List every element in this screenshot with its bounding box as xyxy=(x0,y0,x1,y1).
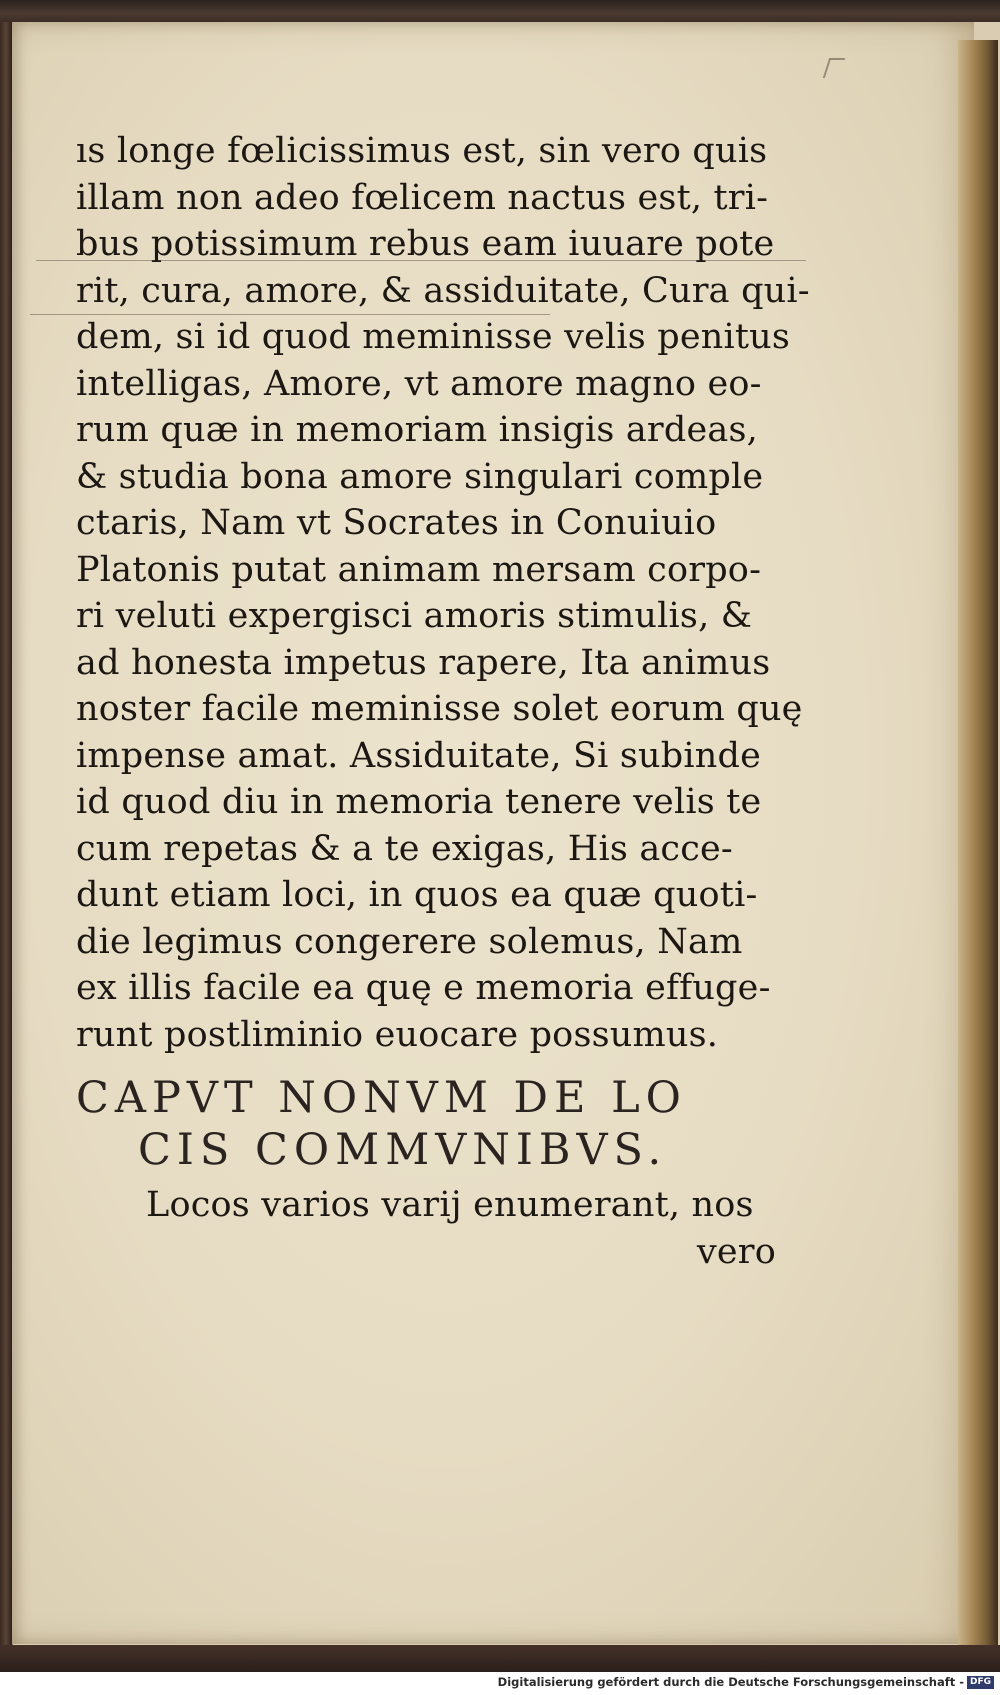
digitization-footer xyxy=(0,1672,1000,1695)
text-line: id quod diu in memoria tenere velis te xyxy=(76,782,762,822)
text-line: runt postliminio euocare possumus. xyxy=(76,1014,719,1055)
catchword: vero xyxy=(696,1231,776,1272)
text-line: rum quæ in memoriam insigis ardeas, xyxy=(76,410,758,450)
dfg-logo: DFG xyxy=(967,1676,994,1689)
chapter-heading: CAPVT NONVM DE LO xyxy=(76,1073,687,1123)
page-text xyxy=(76,128,810,1275)
chapter-heading: CIS COMMVNIBVS. xyxy=(138,1125,668,1175)
text-line: dunt etiam loci, in quos ea quæ quoti- xyxy=(76,875,758,915)
text-line: die legimus congerere solemus, Nam xyxy=(76,921,743,962)
text-line: ex illis facile ea quę e memoria effuge- xyxy=(76,968,771,1008)
text-line: ctaris, Nam vt Socrates in Conuiuio xyxy=(76,503,717,543)
text-line: rit, cura, amore, & assiduitate, Cura qui- xyxy=(76,270,810,311)
text-line: ri veluti expergisci amoris stimulis, & xyxy=(76,596,753,636)
text-line: noster facile meminisse solet eorum quę xyxy=(76,689,803,729)
text-line: illam non adeo fœlicem nactus est, tri- xyxy=(76,177,769,218)
text-line: Platonis putat animam mersam corpo- xyxy=(76,549,762,590)
text-line: & studia bona amore singulari comple xyxy=(76,456,764,497)
book-gutter xyxy=(958,40,998,1645)
text-line: intelligas, Amore, vt amore magno eo- xyxy=(76,363,762,404)
book-bottom-edge xyxy=(0,1645,1000,1672)
text-line: ıs longe fœlicissimus est, sin vero quis xyxy=(76,131,768,171)
text-line: cum repetas & a te exigas, His acce- xyxy=(76,828,733,869)
text-line: dem, si id quod meminisse velis penitus xyxy=(76,317,791,357)
text-line: impense amat. Assiduitate, Si subinde xyxy=(76,735,762,776)
footer-credit: Digitalisierung gefördert durch die Deutsche Forschungsgemeinschaft - xyxy=(497,1675,964,1689)
text-line: bus potissimum rebus eam iuuare pote xyxy=(76,224,775,264)
text-line: ad honesta impetus rapere, Ita animus xyxy=(76,642,771,683)
book-top-edge xyxy=(0,0,1000,22)
text-line: Locos varios varij enumerant, nos xyxy=(146,1185,754,1225)
